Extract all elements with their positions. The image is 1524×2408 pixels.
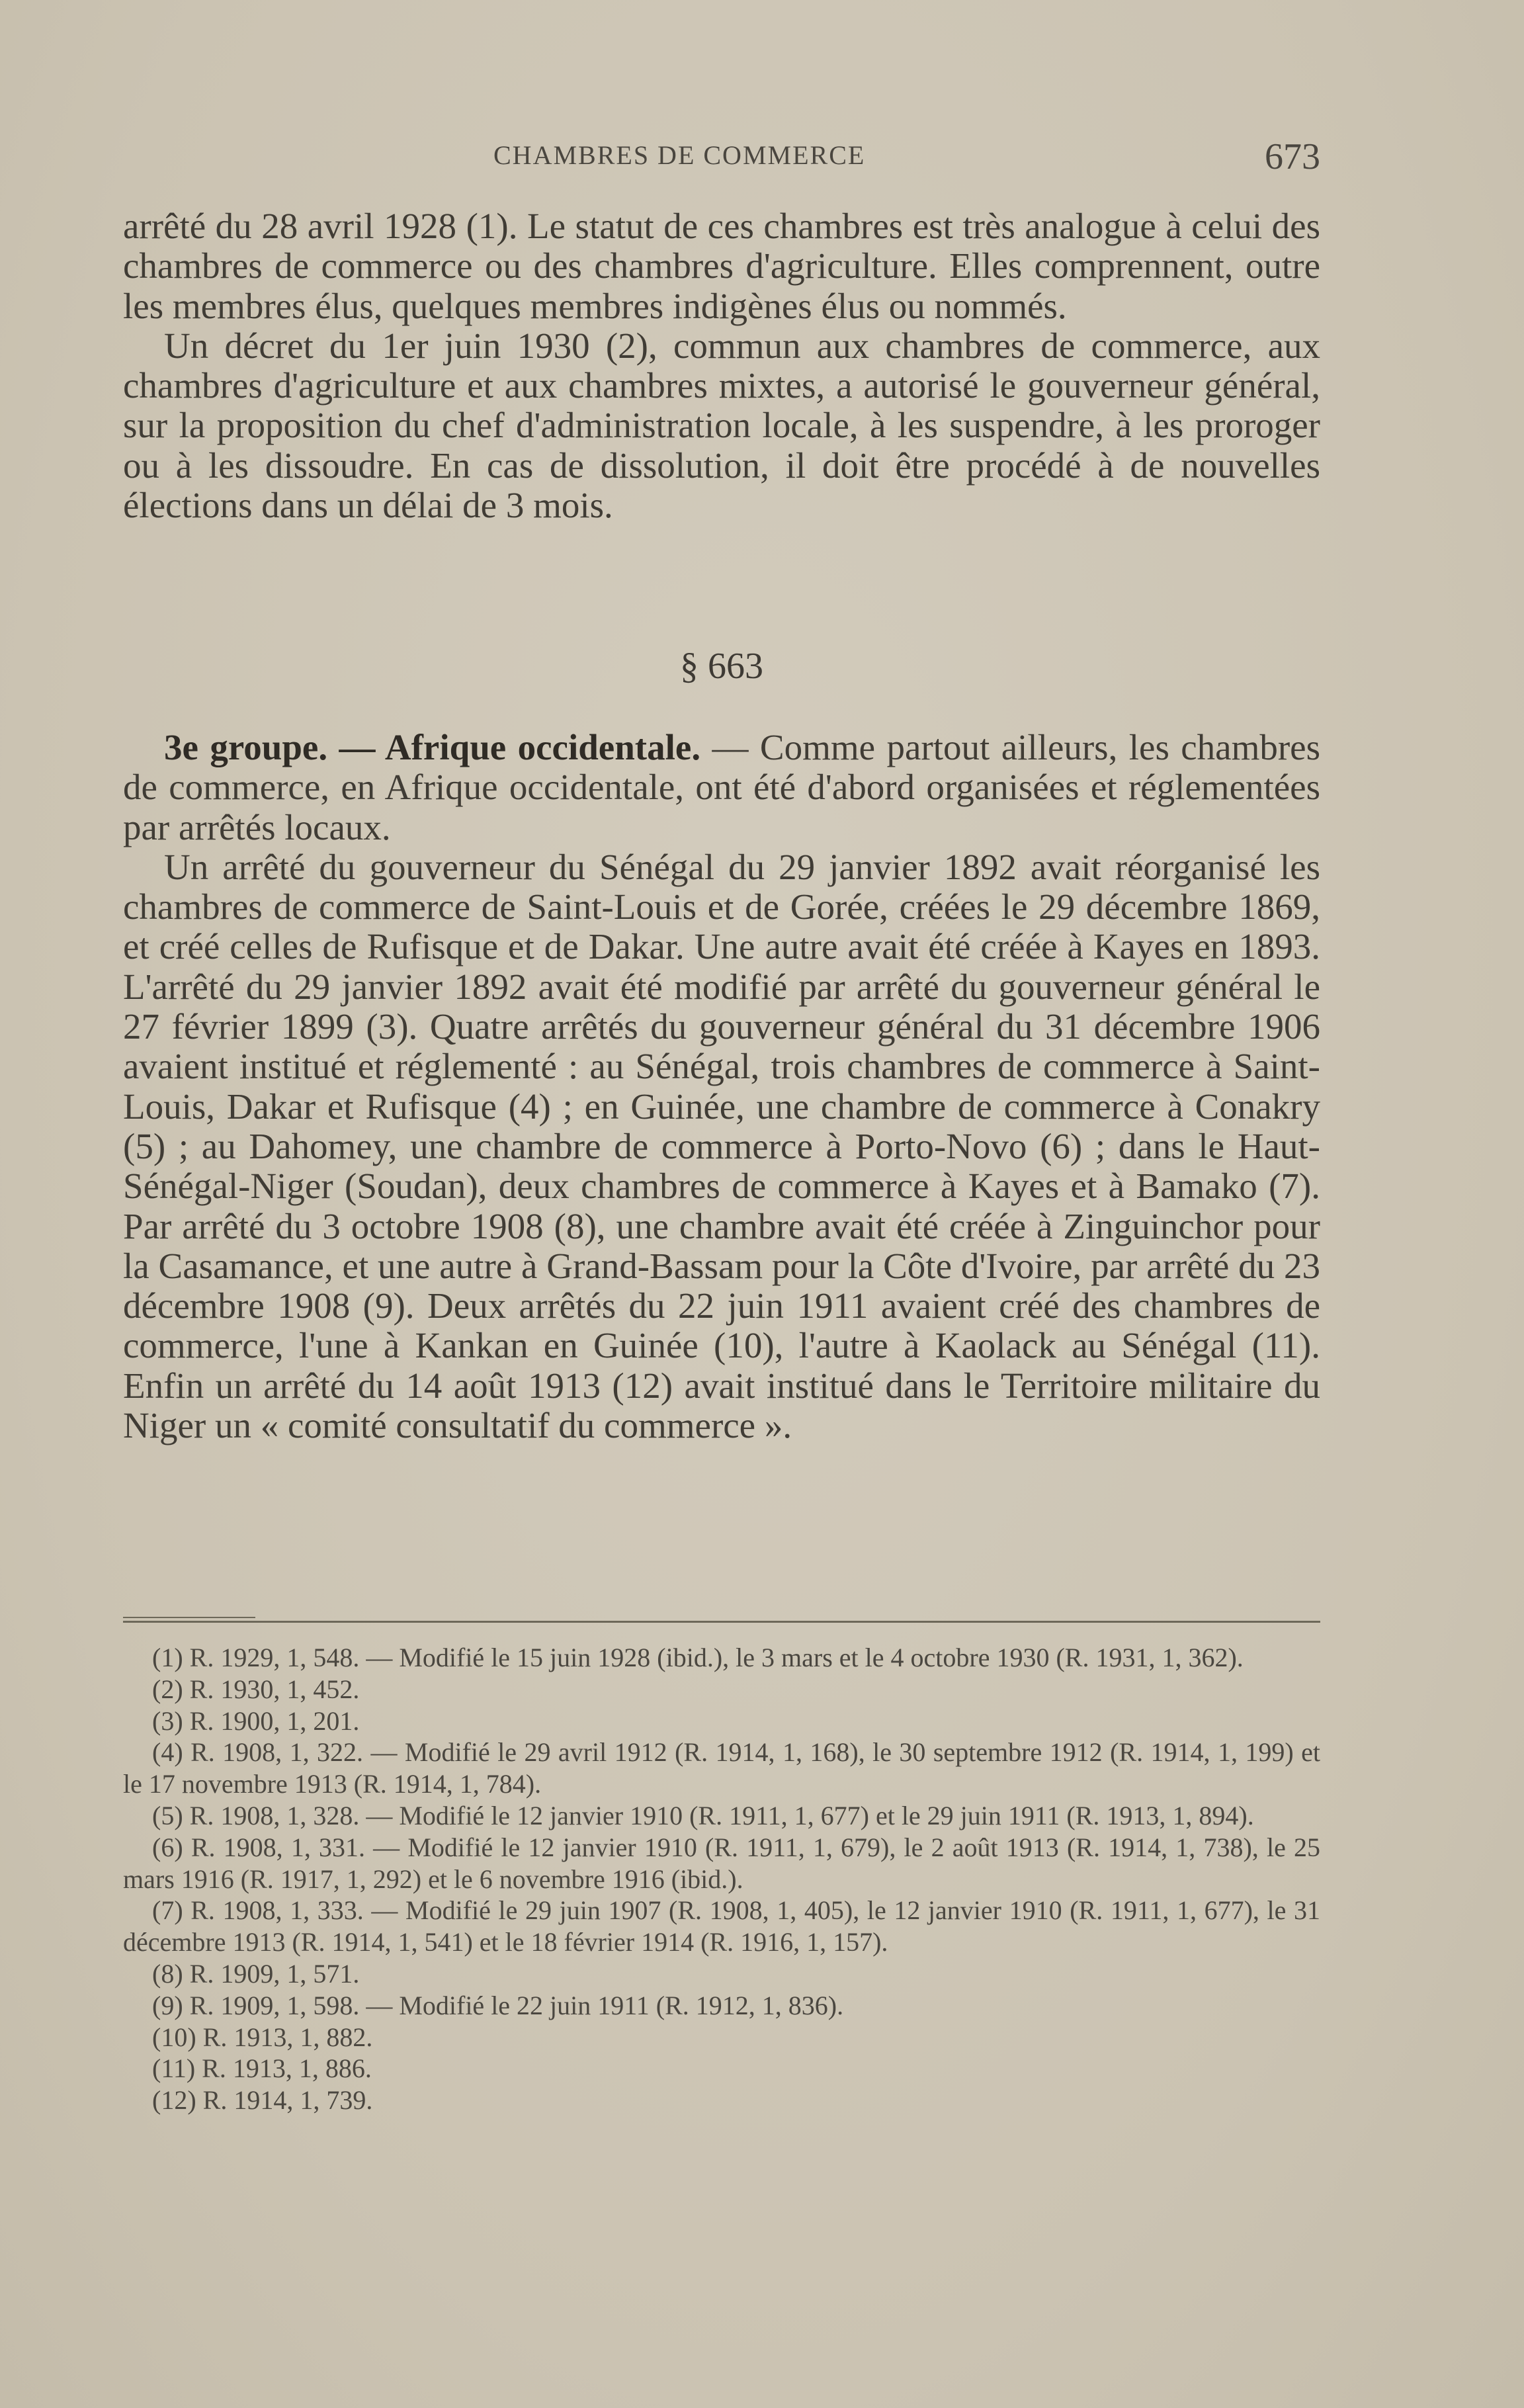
group-intro-text: — Comme partout ailleurs, les chambres de commerce, en Afrique occidentale, ont été d'abord organisées et réglementées par arrêtés locaux. [123, 727, 1320, 847]
body-text-main [123, 728, 1320, 1445]
page-number: 673 [1265, 136, 1320, 177]
footnote: (10) R. 1913, 1, 882. [152, 2022, 373, 2052]
paragraph-arretes-history: Un arrêté du gouverneur du Sénégal du 29 janvier 1892 avait réorganisé les chambres de commerce de Saint-Louis et de Gorée, créées le 29 décembre 1869, et créé celles de Rufisque et de Dakar. Une autre avait été créée à Kayes en 1893. L'arrêté du 29 janvier 1892 avait été modifié par arrêté du gouverneur général le 27 février 1899 (3). Quatre arrêtés du gouverneur général du 31 décembre 1906 avaient institué et réglementé : au Sénégal, trois chambres de commerce à Saint-Louis, Dakar et Rufisque (4) ; en Guinée, une chambre de commerce à Conakry (5) ; au Dahomey, une chambre de commerce à Porto-Novo (6) ; dans le Haut-Sénégal-Niger (Soudan), deux chambres de commerce à Kayes et à Bamako (7). Par arrêté du 3 octobre 1908 (8), une chambre avait été créée à Zinguinchor pour la Casamance, et une autre à Grand-Bassam pour la Côte d'Ivoire, par arrêté du 23 décembre 1908 (9). Deux arrêtés du 22 juin 1911 avaient créé des chambres de commerce, l'une à Kankan en Guinée (10), l'autre à Kaolack au Sénégal (11). Enfin un arrêté du 14 août 1913 (12) avait institué dans le Territoire militaire du Niger un « comité consultatif du commerce ». [123, 846, 1320, 1446]
footnote: (9) R. 1909, 1, 598. — Modifié le 22 juin 1911 (R. 1912, 1, 836). [152, 1990, 844, 2020]
footnote: (1) R. 1929, 1, 548. — Modifié le 15 juin 1928 (ibid.), le 3 mars et le 4 octobre 1930 (R. 1931, 1, 362). [152, 1643, 1244, 1672]
page-header [123, 136, 1320, 182]
footnotes [123, 1642, 1320, 2116]
body-text-top [123, 206, 1320, 525]
footnote: (8) R. 1909, 1, 571. [152, 1958, 360, 1989]
footnote: (4) R. 1908, 1, 322. — Modifié le 29 avril 1912 (R. 1914, 1, 168), le 30 septembre 1912 (R. 1914, 1, 199) et le 17 novembre 1913 (R. 1914, 1, 784). [123, 1737, 1320, 1799]
section-heading: § 663 [680, 646, 763, 687]
footnote: (7) R. 1908, 1, 333. — Modifié le 29 juin 1907 (R. 1908, 1, 405), le 12 janvier 1910 (R. 1911, 1, 677), le 31 décembre 1913 (R. 1914, 1, 541) et le 18 février 1914 (R. 1916, 1, 157). [123, 1895, 1320, 1957]
group-heading: 3e groupe. — Afrique occidentale. [164, 727, 701, 767]
footnote-rule-short [123, 1617, 255, 1618]
footnote: (3) R. 1900, 1, 201. [152, 1705, 360, 1736]
footnote: (5) R. 1908, 1, 328. — Modifié le 12 janvier 1910 (R. 1911, 1, 677) et le 29 juin 1911 (R. 1913, 1, 894). [152, 1800, 1254, 1830]
paragraph-continuation: arrêté du 28 avril 1928 (1). Le statut de ces chambres est très analogue à celui des chambres de commerce ou des chambres d'agriculture. Elles comprennent, outre les membres élus, quelques membres indigènes élus ou nommés. [123, 206, 1320, 326]
footnote: (2) R. 1930, 1, 452. [152, 1674, 360, 1704]
footnote: (11) R. 1913, 1, 886. [152, 2053, 372, 2084]
footnote: (6) R. 1908, 1, 331. — Modifié le 12 janvier 1910 (R. 1911, 1, 679), le 2 août 1913 (R. 1914, 1, 738), le 25 mars 1916 (R. 1917, 1, 292) et le 6 novembre 1916 (ibid.). [123, 1832, 1320, 1894]
footnote-rule [123, 1621, 1320, 1623]
paragraph-group-intro [123, 728, 1320, 847]
paragraph-decret-1930: Un décret du 1er juin 1930 (2), commun aux chambres de commerce, aux chambres d'agriculture et aux chambres mixtes, a autorisé le gouverneur général, sur la proposition du chef d'administration locale, à les suspendre, à les proroger ou à les dissoudre. En cas de dissolution, il doit être procédé à de nouvelles élections dans un délai de 3 mois. [123, 325, 1320, 526]
footnote: (12) R. 1914, 1, 739. [152, 2085, 373, 2116]
running-title: CHAMBRES DE COMMERCE [493, 140, 866, 170]
